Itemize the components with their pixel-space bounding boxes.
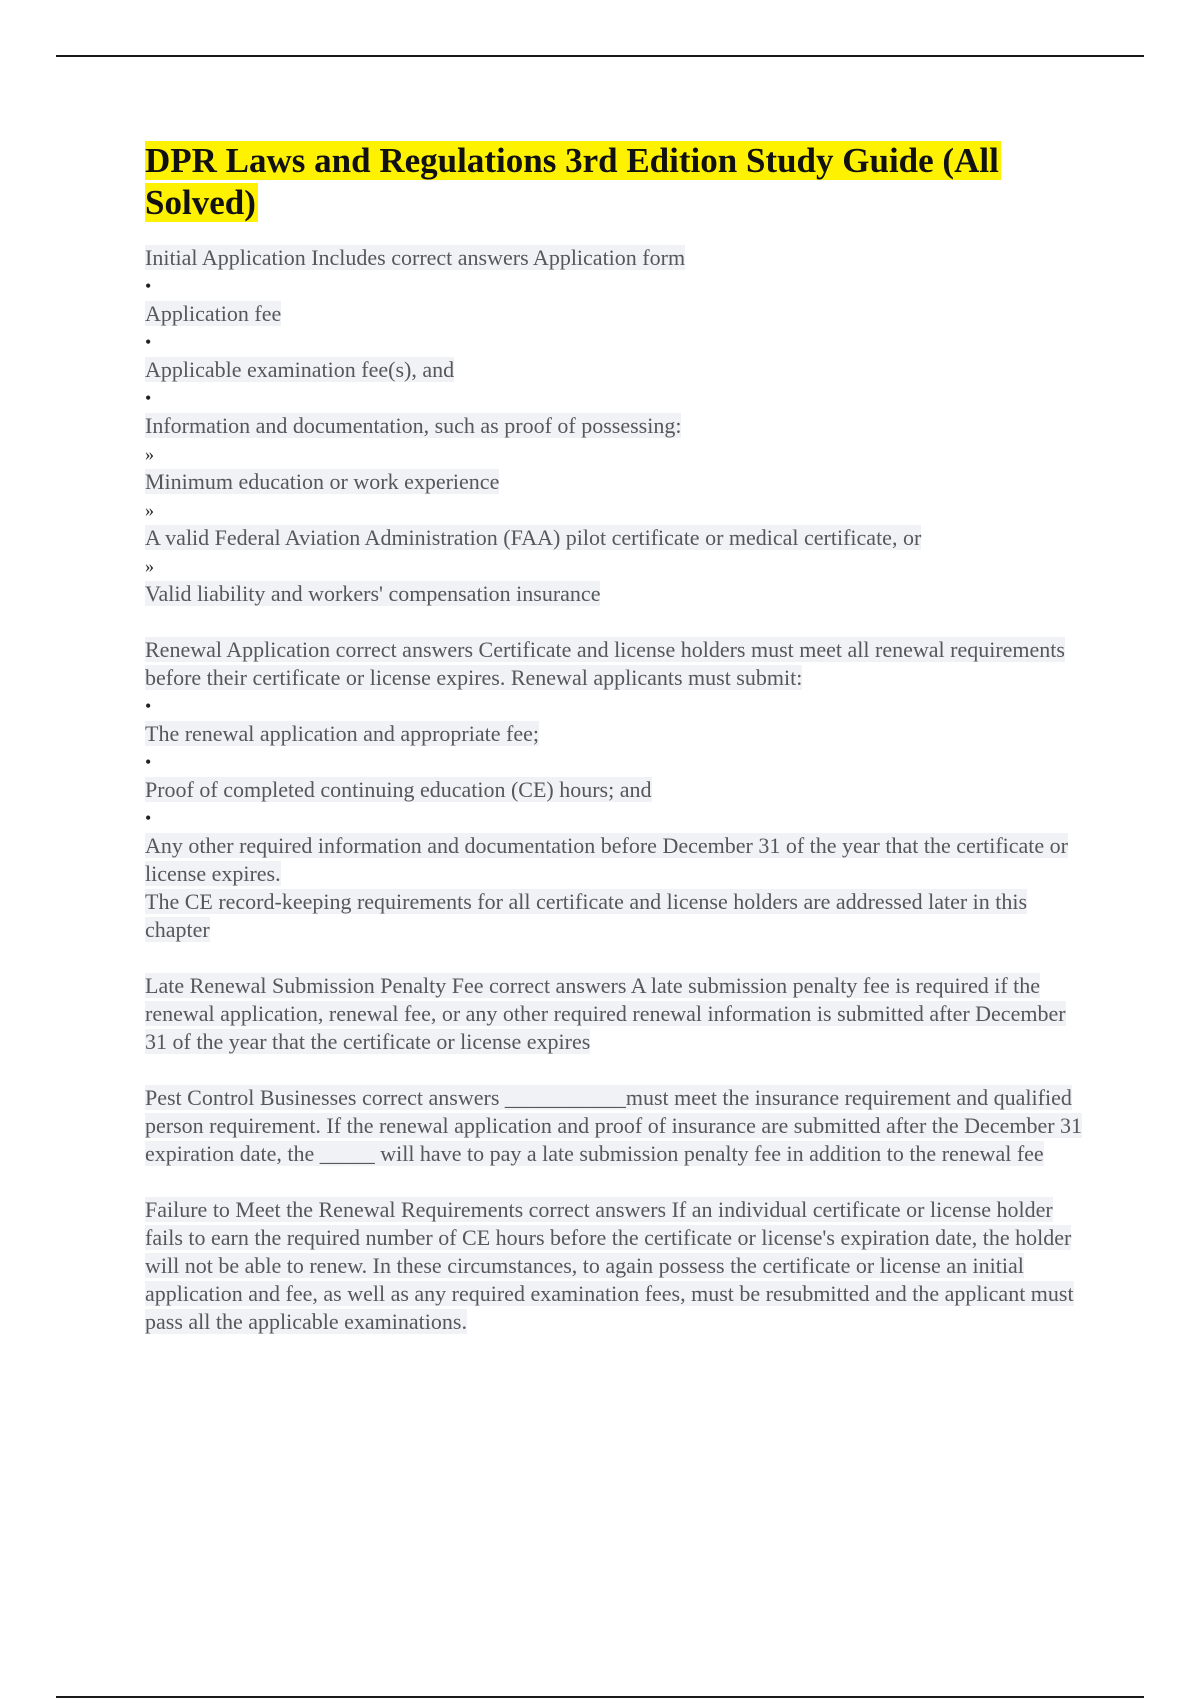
text-line-content: Valid liability and workers' compensation insurance [145, 581, 601, 606]
sub-bullet-marker: » [145, 556, 154, 576]
bullet-marker: • [145, 808, 152, 828]
document-body [145, 140, 1085, 1364]
qa-section [145, 636, 1085, 944]
text-line-content: Application fee [145, 301, 282, 326]
text-line [145, 776, 1085, 804]
document-title-text: DPR Laws and Regulations 3rd Edition Study Guide (All Solved) [145, 141, 999, 222]
text-line [145, 832, 1085, 888]
text-line-content: Pest Control Businesses correct answers ___________must meet the insurance requirement and qualified person requirement. If the renewal application and proof of insurance are submitted after the December 31 expiration date, the _____ will have to pay a late submission penalty fee in addition to the renewal fee [145, 1085, 1083, 1166]
text-line-content: The renewal application and appropriate fee; [145, 721, 539, 746]
bullet-marker: • [145, 276, 152, 296]
bullet-marker: • [145, 388, 152, 408]
text-line [145, 356, 1085, 384]
document-sections [145, 244, 1085, 1336]
text-line [145, 412, 1085, 440]
bullet-marker: • [145, 332, 152, 352]
bullet-marker: • [145, 696, 152, 716]
text-line [145, 1196, 1085, 1336]
document-title [145, 140, 1085, 224]
text-line-content: Failure to Meet the Renewal Requirements correct answers If an individual certificate or license holder fails to earn the required number of CE hours before the certificate or license's expiration date, the holder will not be able to renew. In these circumstances, to again possess the certificate or license an initial application and fee, as well as any required examination fees, must be resubmitted and the applicant must pass all the applicable examinations. [145, 1197, 1074, 1334]
bullet-marker: • [145, 752, 152, 772]
text-line-content: Proof of completed continuing education (CE) hours; and [145, 777, 652, 802]
text-line [145, 524, 1085, 552]
bottom-rule [56, 1696, 1144, 1698]
text-line [145, 1084, 1085, 1168]
text-line [145, 972, 1085, 1056]
text-line [145, 888, 1085, 944]
text-line-content: Initial Application Includes correct answers Application form [145, 245, 686, 270]
qa-section [145, 244, 1085, 608]
text-line [145, 720, 1085, 748]
qa-section [145, 1196, 1085, 1336]
text-line-content: Renewal Application correct answers Certificate and license holders must meet all renewal requirements before their certificate or license expires. Renewal applicants must submit: [145, 637, 1065, 690]
top-rule [56, 55, 1144, 57]
text-line [145, 636, 1085, 692]
text-line-content: Minimum education or work experience [145, 469, 500, 494]
text-line [145, 580, 1085, 608]
text-line [145, 468, 1085, 496]
text-line-content: Applicable examination fee(s), and [145, 357, 455, 382]
qa-section [145, 1084, 1085, 1168]
text-line [145, 244, 1085, 272]
qa-section [145, 972, 1085, 1056]
text-line-content: The CE record-keeping requirements for all certificate and license holders are addressed later in this chapter [145, 889, 1028, 942]
text-line-content: Any other required information and documentation before December 31 of the year that the certificate or license expires. [145, 833, 1069, 886]
text-line [145, 300, 1085, 328]
text-line-content: A valid Federal Aviation Administration (FAA) pilot certificate or medical certificate, or [145, 525, 922, 550]
text-line-content: Information and documentation, such as proof of possessing: [145, 413, 682, 438]
text-line-content: Late Renewal Submission Penalty Fee correct answers A late submission penalty fee is required if the renewal application, renewal fee, or any other required renewal information is submitted after December 31 of the year that the certificate or license expires [145, 973, 1066, 1054]
sub-bullet-marker: » [145, 500, 154, 520]
sub-bullet-marker: » [145, 444, 154, 464]
